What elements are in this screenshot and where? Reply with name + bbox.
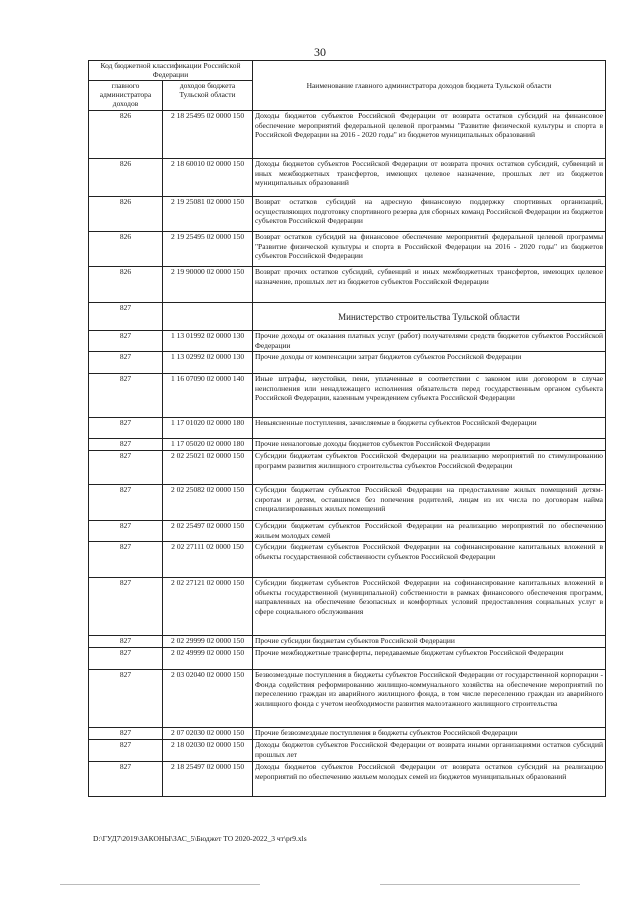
table-row [89,267,606,303]
admin-code: 826 [89,197,163,232]
revenue-description: Иные штрафы, неустойки, пени, уплаченные в соответствии с законом или договором в случае неисполнения или ненадлежащего исполнения обязательств перед государственным органом субъекта Российской Федерации, казенным учреждением субъекта Российской Федерации [253,374,606,418]
table-row [89,578,606,636]
revenue-description: Безвозмездные поступления в бюджеты субъектов Российской Федерации от государственной корпорации - Фонда содействия реформированию жилищно-коммунального хозяйства на обеспечение мероприятий по переселению граждан из аварийного жилищного фонда, в том числе переселению граждан из аварийного жилищного фонда с учетом необходимости развития малоэтажного жилищного строительства [253,670,606,728]
revenue-description: Прочие субсидии бюджетам субъектов Российской Федерации [253,636,606,648]
revenue-code: 2 18 25497 02 0000 150 [163,762,253,797]
file-path-footer: D:\ГУД7\2019\ЗАКОНЫ\ЗАС_5\Бюджет ТО 2020-2022_3 чт\pr9.xls [93,834,307,843]
section-title: Министерство строительства Тульской области [253,303,606,331]
revenue-code: 2 02 25497 02 0000 150 [163,521,253,542]
table-row [89,485,606,521]
revenue-description: Субсидии бюджетам субъектов Российской Федерации на софинансирование капитальных вложений в объекты государственной (муниципальной) собственности в рамках финансового обеспечения программ, направленных на обеспечение безопасных и комфортных условий предоставления социальных услуг в сфере социального обслуживания [253,578,606,636]
table-row [89,111,606,159]
revenue-description: Доходы бюджетов субъектов Российской Федерации от возврата прочих остатков субсидий, субвенций и иных межбюджетных трансфертов, имеющих целевое назначение, прошлых лет из бюджетов муниципальных образований [253,159,606,197]
revenue-code: 2 02 29999 02 0000 150 [163,636,253,648]
revenue-code: 1 13 01992 02 0000 130 [163,331,253,352]
table-row [89,451,606,485]
header-revenue-col: доходов бюджета Тульской области [163,81,253,111]
revenue-code: 2 07 02030 02 0000 150 [163,728,253,740]
admin-code: 827 [89,451,163,485]
admin-code: 827 [89,352,163,374]
table-row [89,197,606,232]
admin-code: 827 [89,648,163,670]
revenue-code: 2 18 60010 02 0000 150 [163,159,253,197]
table-row [89,648,606,670]
revenue-code: 2 02 25021 02 0000 150 [163,451,253,485]
table-row [89,542,606,578]
revenue-description: Доходы бюджетов субъектов Российской Федерации от возврата иными организациями остатков субсидий прошлых лет [253,740,606,762]
table-row [89,728,606,740]
revenue-code: 1 13 02992 02 0000 130 [163,352,253,374]
admin-code: 827 [89,374,163,418]
revenue-code: 2 02 49999 02 0000 150 [163,648,253,670]
revenue-code: 2 03 02040 02 0000 150 [163,670,253,728]
admin-code: 827 [89,418,163,439]
budget-revenue-table [88,60,606,797]
revenue-description: Субсидии бюджетам субъектов Российской Федерации на реализацию мероприятий по стимулированию программ развития жилищного строительства субъектов Российской Федерации [253,451,606,485]
table-row [89,374,606,418]
admin-code: 827 [89,439,163,451]
revenue-code: 2 02 27121 02 0000 150 [163,578,253,636]
table-row [89,439,606,451]
bottom-edge-line [60,884,260,885]
table-row [89,331,606,352]
table-row [89,418,606,439]
table-row [89,762,606,797]
admin-code: 826 [89,232,163,267]
revenue-code: 2 02 27111 02 0000 150 [163,542,253,578]
revenue-description: Доходы бюджетов субъектов Российской Федерации от возврата остатков субсидий на финансовое обеспечение мероприятий федеральной целевой программы "Развитие физической культуры и спорта в Российской Федерации на 2016 - 2020 годы" из бюджетов муниципальных образований [253,111,606,159]
bottom-edge-line [380,884,580,885]
revenue-code: 2 19 25081 02 0000 150 [163,197,253,232]
admin-code: 827 [89,728,163,740]
revenue-description: Субсидии бюджетам субъектов Российской Федерации на софинансирование капитальных вложений в объекты государственной собственности субъектов Российской Федерации [253,542,606,578]
revenue-description: Субсидии бюджетам субъектов Российской Федерации на предоставление жилых помещений детям-сиротам и детям, оставшимся без попечения родителей, лицам из их числа по договорам найма специализированных жилых помещений [253,485,606,521]
section-admin-code: 827 [89,303,163,331]
admin-code: 827 [89,578,163,636]
header-admin-col: главного администратора доходов [89,81,163,111]
table-row [89,636,606,648]
revenue-description: Прочие доходы от оказания платных услуг (работ) получателями средств бюджетов субъектов Российской Федерации [253,331,606,352]
revenue-description: Доходы бюджетов субъектов Российской Федерации от возврата остатков субсидий на реализацию мероприятий по обеспечению жильем молодых семей из бюджетов муниципальных образований [253,762,606,797]
admin-code: 827 [89,740,163,762]
header-code-group: Код бюджетной классификации Российской Федерации [89,61,253,81]
admin-code: 826 [89,267,163,303]
revenue-code: 2 19 90000 02 0000 150 [163,267,253,303]
revenue-code: 1 17 05020 02 0000 180 [163,439,253,451]
revenue-code: 2 18 02030 02 0000 150 [163,740,253,762]
revenue-code: 1 17 01020 02 0000 180 [163,418,253,439]
admin-code: 827 [89,485,163,521]
revenue-description: Прочие неналоговые доходы бюджетов субъектов Российской Федерации [253,439,606,451]
header-name-col: Наименование главного администратора доходов бюджета Тульской области [253,61,606,111]
table-row [89,352,606,374]
table-row [89,521,606,542]
admin-code: 827 [89,542,163,578]
revenue-code: 1 16 07090 02 0000 140 [163,374,253,418]
revenue-code: 2 02 25082 02 0000 150 [163,485,253,521]
section-empty-cell [163,303,253,331]
revenue-description: Возврат прочих остатков субсидий, субвенций и иных межбюджетных трансфертов, имеющих целевое назначение, прошлых лет из бюджетов субъектов Российской Федерации [253,267,606,303]
admin-code: 827 [89,762,163,797]
revenue-description: Субсидии бюджетам субъектов Российской Федерации на реализацию мероприятий по обеспечению жильем молодых семей [253,521,606,542]
section-row [89,303,606,331]
table-row [89,159,606,197]
admin-code: 827 [89,670,163,728]
revenue-description: Возврат остатков субсидий на финансовое обеспечение мероприятий федеральной целевой программы "Развитие физической культуры и спорта в Российской Федерации на 2016 - 2020 годы" из бюджетов субъектов Российской Федерации [253,232,606,267]
admin-code: 827 [89,636,163,648]
revenue-code: 2 18 25495 02 0000 150 [163,111,253,159]
table-row [89,670,606,728]
revenue-description: Прочие безвозмездные поступления в бюджеты субъектов Российской Федерации [253,728,606,740]
admin-code: 827 [89,521,163,542]
revenue-code: 2 19 25495 02 0000 150 [163,232,253,267]
revenue-description: Прочие доходы от компенсации затрат бюджетов субъектов Российской Федерации [253,352,606,374]
revenue-description: Невыясненные поступления, зачисляемые в бюджеты субъектов Российской Федерации [253,418,606,439]
table-row [89,232,606,267]
admin-code: 826 [89,111,163,159]
admin-code: 826 [89,159,163,197]
admin-code: 827 [89,331,163,352]
page-number: 30 [314,45,326,59]
revenue-description: Прочие межбюджетные трансферты, передаваемые бюджетам субъектов Российской Федерации [253,648,606,670]
table-row [89,740,606,762]
revenue-description: Возврат остатков субсидий на адресную финансовую поддержку спортивных организаций, осуществляющих подготовку спортивного резерва для сборных команд Российской Федерации из бюджетов субъектов Российской Федерации [253,197,606,232]
